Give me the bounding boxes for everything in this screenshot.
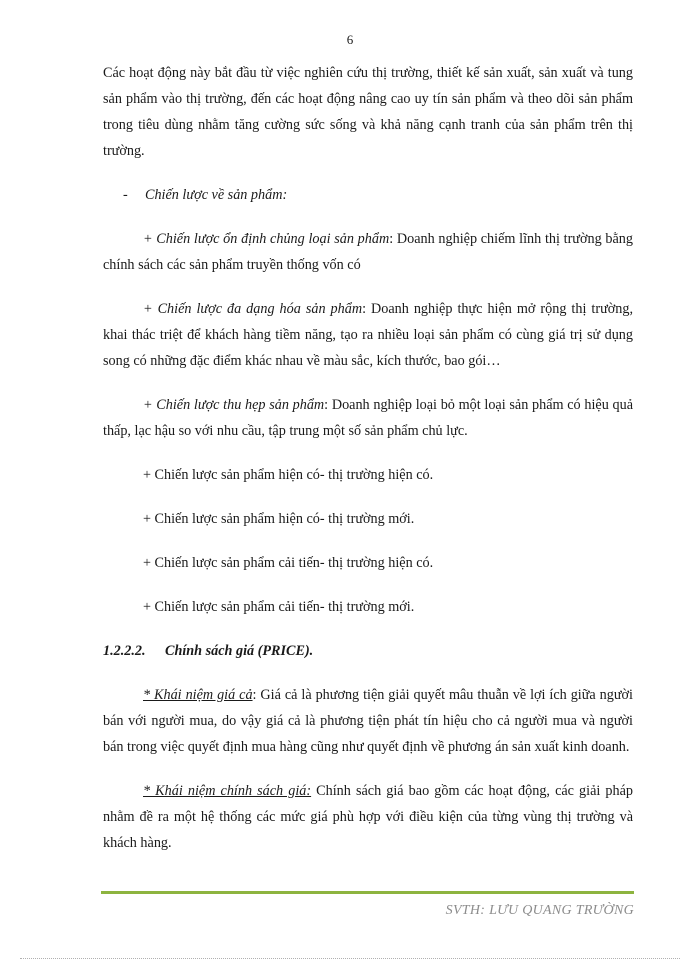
footer-author: SVTH: LƯU QUANG TRƯỜNG	[445, 903, 634, 918]
page-bottom-border	[20, 958, 680, 959]
strategy-text: : Doanh nghiệp loại bỏ một loại sản phẩm có hiệu quả thấp, lạc hậu so với nhu cầu, tập trung một số sản phẩm chủ lực.	[103, 397, 633, 439]
strategy-label: + Chiến lược thu hẹp sản phẩm	[143, 397, 325, 413]
page-content	[103, 60, 633, 856]
price-concept-text: : Giá cả là phương tiện giải quyết mâu thuẫn về lợi ích giữa người bán với người mua, do vậy giá cả là phương tiện phát tín hiệu cho cả người mua và người bán trong việc quyết định mua hàng cũng như quyết định về phương án sản xuất kinh doanh.	[103, 687, 633, 755]
list-dash: -	[123, 187, 128, 203]
matrix-item: + Chiến lược sản phẩm hiện có- thị trường hiện có.	[143, 467, 434, 483]
page-number: 6	[346, 32, 354, 47]
strategy-label: + Chiến lược đa dạng hóa sản phẩm	[143, 301, 363, 317]
policy-concept-label: * Khái niệm chính sách giá:	[143, 783, 312, 799]
strategy-item	[103, 392, 633, 444]
product-strategy-heading	[103, 182, 633, 208]
matrix-item: + Chiến lược sản phẩm hiện có- thị trường mới.	[143, 511, 415, 527]
section-heading	[103, 638, 633, 664]
section-title: Chính sách giá (PRICE).	[165, 643, 314, 659]
strategy-item	[103, 296, 633, 374]
strategy-text: : Doanh nghiệp chiếm lĩnh thị trường bằng chính sách các sản phẩm truyền thống vốn có	[103, 231, 633, 273]
strategy-text: : Doanh nghiệp thực hiện mở rộng thị trường, khai thác triệt để khách hàng tiềm năng, tạo ra nhiều loại sản phẩm có cùng giá trị sử dụng song có những đặc điểm khác nhau về màu sắc, kích thước, bao gói…	[103, 301, 633, 369]
price-concept-paragraph	[103, 682, 633, 760]
policy-concept-paragraph	[103, 778, 633, 856]
heading-text: Chiến lược về sản phẩm:	[145, 187, 288, 203]
matrix-item: + Chiến lược sản phẩm cải tiến- thị trường hiện có.	[143, 555, 434, 571]
strategy-label: + Chiến lược ổn định chủng loại sản phẩm	[143, 231, 390, 247]
footer-divider	[101, 891, 634, 894]
intro-paragraph: Các hoạt động này bắt đầu từ việc nghiên cứu thị trường, thiết kế sản xuất, sản xuất và tung sản phẩm vào thị trường, đến các hoạt động nâng cao uy tín sản phẩm và theo dõi sản phẩm trong tiêu dùng nhằm tăng cường sức sống và khả năng cạnh tranh của sản phẩm trên thị trường.	[103, 65, 633, 159]
price-concept-label: * Khái niệm giá cả	[143, 687, 253, 703]
matrix-item: + Chiến lược sản phẩm cải tiến- thị trường mới.	[143, 599, 415, 615]
strategy-item	[103, 226, 633, 278]
policy-concept-text: Chính sách giá bao gồm các hoạt động, các giải pháp nhằm đề ra một hệ thống các mức giá phù hợp với điều kiện của từng vùng thị trường và khách hàng.	[103, 783, 633, 851]
section-number: 1.2.2.2.	[103, 643, 146, 659]
